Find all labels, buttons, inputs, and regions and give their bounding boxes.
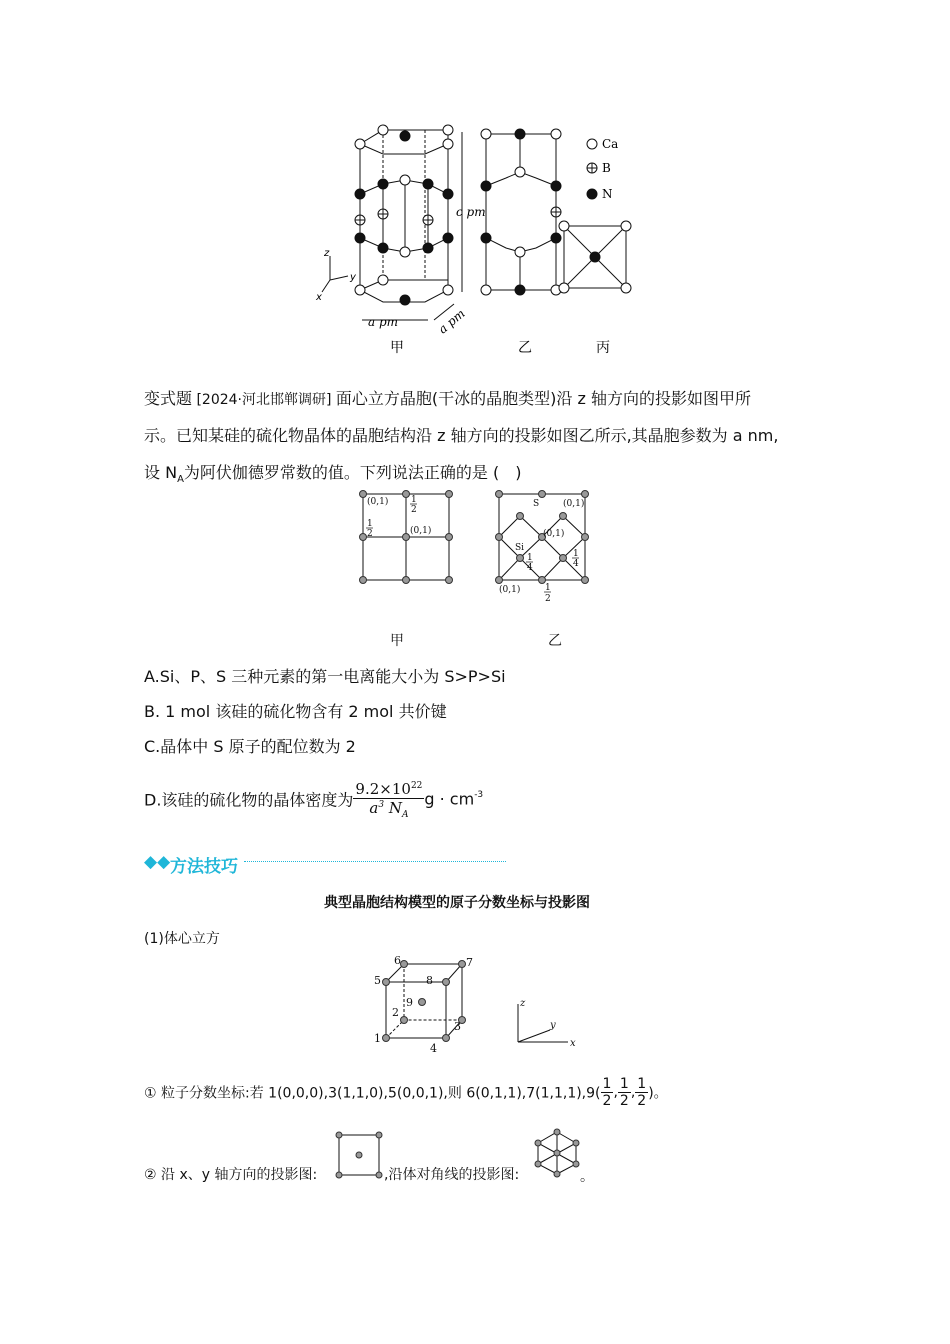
mid-caption-yi: 乙 <box>548 633 562 649</box>
method-item-2b: ,沿体对角线的投影图: <box>384 1167 520 1183</box>
yi-q1-num: 1 <box>527 553 533 563</box>
option-d-fraction <box>353 780 424 820</box>
option-d-den-exp: 3 <box>378 800 385 810</box>
question-source: [2024·河北邯郸调研] <box>192 392 336 408</box>
option-a: A.Si、P、S 三种元素的第一电离能大小为 S>P>Si <box>144 667 506 686</box>
cube-axis-x: x <box>570 1038 576 1049</box>
yi-label-01b: (0,1) <box>543 529 565 539</box>
caption-bing: 丙 <box>596 340 610 356</box>
label-c-pm: c pm <box>456 205 486 219</box>
projection-figure-svg <box>355 488 595 608</box>
caption-jia: 甲 <box>390 340 404 356</box>
bcc-cube-svg <box>368 952 588 1056</box>
option-d-den-a: a <box>369 799 379 817</box>
yi-q1-den: 4 <box>527 563 533 573</box>
projection-hexagon-icon <box>532 1128 582 1178</box>
cube-label-3: 3 <box>454 1020 461 1033</box>
item1-comma-2: , <box>630 1084 636 1101</box>
option-d-numerator <box>353 780 424 799</box>
jia-label-01: (0,1) <box>367 497 389 507</box>
projection-square-svg <box>334 1130 384 1180</box>
option-d-den-n: N <box>388 799 402 817</box>
cube-label-4: 4 <box>430 1042 437 1055</box>
yi-label-01c: (0,1) <box>499 585 521 595</box>
projection-hexagon-svg <box>532 1128 582 1178</box>
option-d <box>144 778 483 820</box>
question-line-1 <box>144 386 751 409</box>
crystal-figure-top <box>310 120 650 360</box>
method-header <box>144 852 509 877</box>
cube-axis-y: y <box>550 1020 556 1031</box>
projection-figure <box>355 488 595 608</box>
question-line-3a: 设 N <box>144 463 178 482</box>
method-diamond-icon: ◆◆ <box>144 852 171 872</box>
method-item-2a: ② 沿 x、y 轴方向的投影图: <box>144 1167 318 1183</box>
item1-frac-3-num: 1 <box>637 1076 647 1092</box>
label-a-pm: a pm <box>368 315 399 329</box>
question-line-3-sub: A <box>177 474 184 486</box>
question-text-1: 面心立方晶胞(干冰的晶胞类型)沿 z 轴方向的投影如图甲所 <box>335 389 751 408</box>
jia-half2-num: 1 <box>367 519 373 529</box>
cube-label-7: 7 <box>466 956 473 969</box>
mid-caption-jia: 甲 <box>390 633 404 649</box>
yi-si-label: Si <box>515 543 525 553</box>
method-divider <box>244 861 506 862</box>
question-line-2: 示。已知某硅的硫化物晶体的晶胞结构沿 z 轴方向的投影如图乙所示,其晶胞参数为 a nm, <box>144 426 779 445</box>
jia-half-num: 1 <box>411 495 417 505</box>
yi-s-label: S <box>533 499 540 509</box>
cube-label-1: 1 <box>374 1032 381 1045</box>
cube-label-8: 8 <box>426 974 433 987</box>
item1-frac-3-den: 2 <box>637 1093 647 1109</box>
cube-label-2: 2 <box>392 1006 399 1019</box>
item1-frac-1-den: 2 <box>602 1093 612 1109</box>
item1-frac-1-num: 1 <box>602 1076 612 1092</box>
bcc-cube-figure <box>368 952 588 1056</box>
method-item-1 <box>144 1076 668 1109</box>
option-d-unit: g · cm <box>424 789 475 809</box>
legend-ca: Ca <box>602 137 619 151</box>
item1-suffix: )。 <box>648 1085 668 1102</box>
method-section-title: 典型晶胞结构模型的原子分数坐标与投影图 <box>324 895 590 911</box>
axis-y: y <box>350 272 356 283</box>
legend-n: N <box>602 187 613 201</box>
jia-half-den: 2 <box>411 505 417 515</box>
option-c: C.晶体中 S 原子的配位数为 2 <box>144 737 356 756</box>
item1-comma-1: , <box>613 1084 618 1101</box>
item1-frac-3 <box>635 1076 648 1109</box>
item1-frac-1 <box>601 1076 614 1109</box>
question-line-3 <box>144 460 521 485</box>
item1-frac-2-num: 1 <box>619 1076 629 1092</box>
jia-label-01b: (0,1) <box>410 526 432 536</box>
option-d-unit-exp: -3 <box>474 790 484 801</box>
option-d-prefix: D.该硅的硫化物的晶体密度为 <box>144 790 354 810</box>
item1-frac-2 <box>618 1076 631 1109</box>
question-line-3b: 为阿伏伽德罗常数的值。下列说法正确的是 ( ) <box>183 463 522 482</box>
label-a-pm-2: a pm <box>435 306 468 337</box>
projection-square-icon <box>334 1130 384 1180</box>
option-d-num: 9.2×10 <box>355 780 411 798</box>
cube-axis-z: z <box>520 998 526 1009</box>
cube-label-5: 5 <box>374 974 381 987</box>
legend-b: B <box>602 161 611 175</box>
method-sub1: (1)体心立方 <box>144 931 220 947</box>
yi-q2-den: 4 <box>573 559 579 569</box>
option-d-den-sub: A <box>401 810 409 820</box>
item1-prefix: ① 粒子分数坐标:若 1(0,0,0),3(1,1,0),5(0,0,1),则 6(0,1,1),7(1,1,1),9( <box>144 1085 601 1102</box>
cube-label-6: 6 <box>394 954 401 967</box>
question-prefix: 变式题 <box>144 389 193 408</box>
yi-h-num: 1 <box>545 583 551 593</box>
crystal-figure-top-svg <box>310 120 650 360</box>
axis-x: x <box>316 292 322 303</box>
yi-q2-num: 1 <box>573 549 579 559</box>
cube-label-9: 9 <box>406 996 413 1009</box>
jia-half2-den: 2 <box>367 529 373 539</box>
option-b: B. 1 mol 该硅的硫化物含有 2 mol 共价键 <box>144 702 447 721</box>
caption-yi: 乙 <box>518 340 532 356</box>
option-d-denominator <box>353 799 424 820</box>
option-d-num-exp: 22 <box>410 781 423 791</box>
item1-frac-2-den: 2 <box>619 1093 629 1109</box>
yi-h-den: 2 <box>545 594 551 604</box>
yi-label-01a: (0,1) <box>563 499 585 509</box>
axis-z: z <box>324 248 330 259</box>
method-item-2c: 。 <box>580 1169 594 1185</box>
method-title: 方法技巧 <box>170 857 238 877</box>
